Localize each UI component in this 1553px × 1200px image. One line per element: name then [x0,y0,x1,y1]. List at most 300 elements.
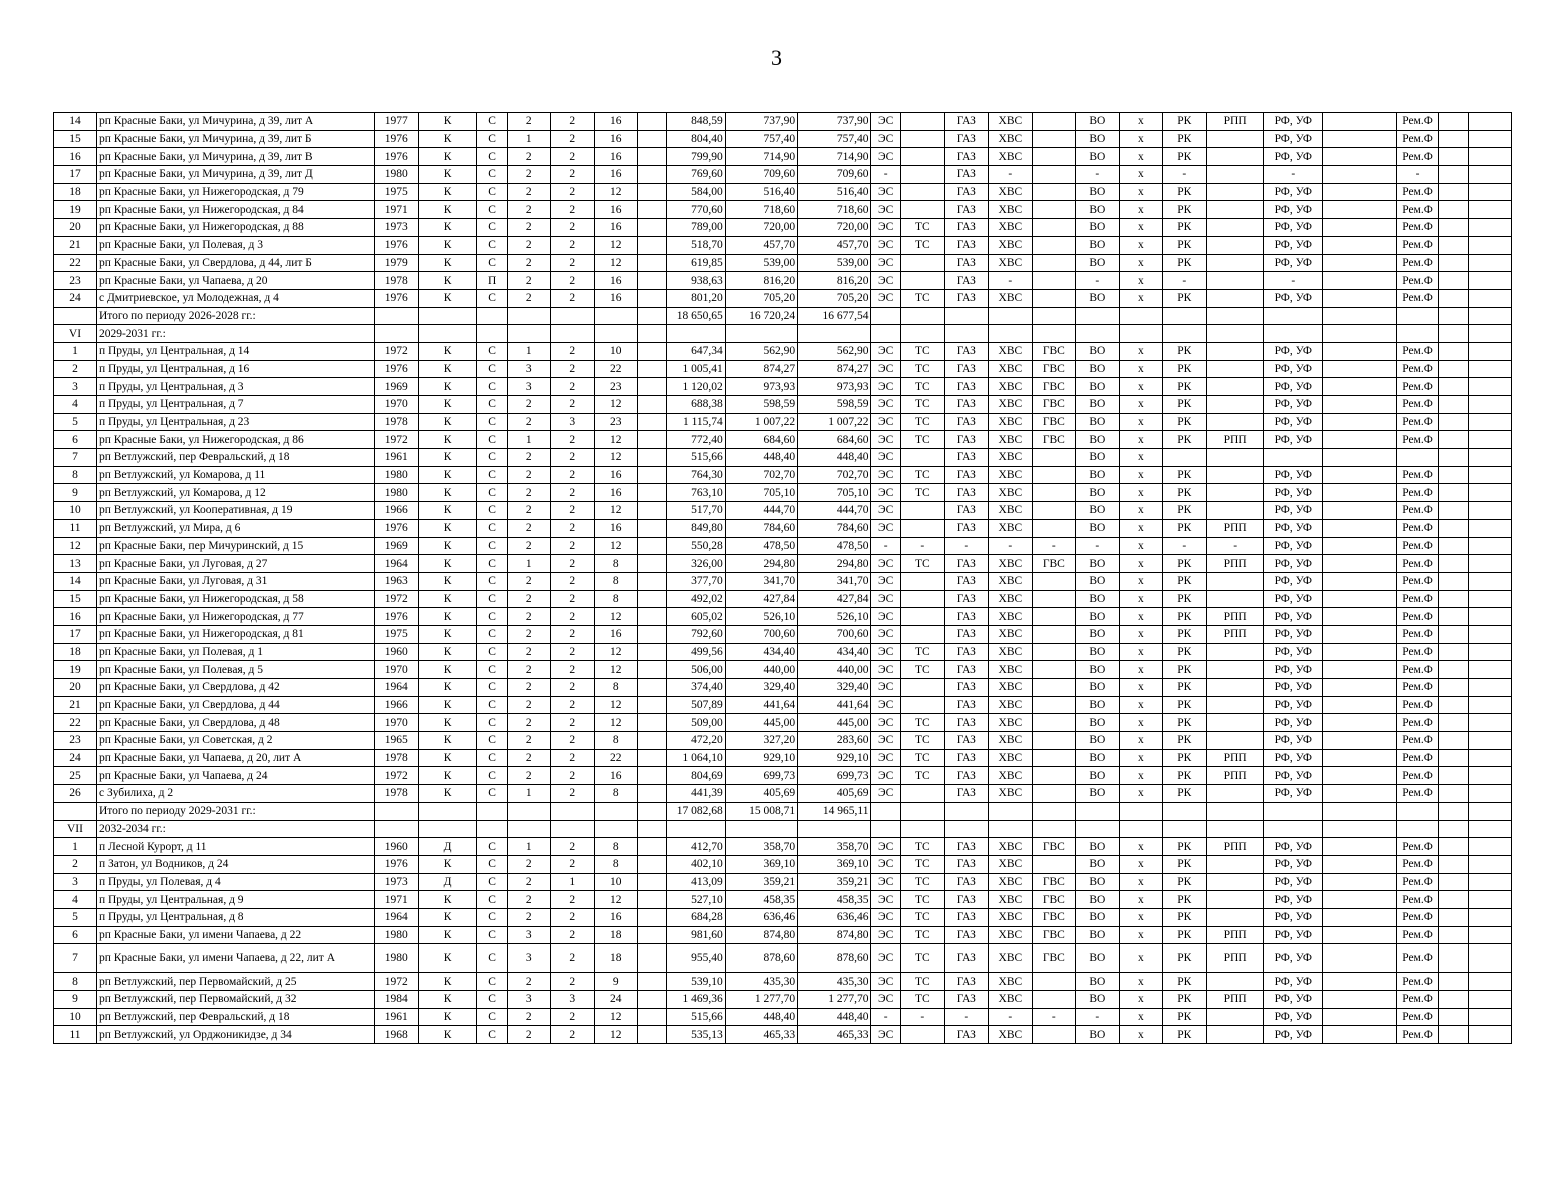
table-cell: рп Красные Баки, ул Чапаева, д 20 [96,272,374,290]
table-cell: - [1396,166,1439,184]
table-cell [1323,714,1396,732]
table-cell: с Зубилиха, д 2 [96,785,374,803]
table-cell: х [1119,519,1162,537]
table-cell [637,431,666,449]
table-cell [637,378,666,396]
table-cell: ХВС [988,855,1032,873]
table-cell: 1980 [374,466,418,484]
table-cell: 527,10 [667,891,726,909]
table-cell [1468,891,1511,909]
table-cell [900,820,944,838]
table-cell: х [1119,608,1162,626]
table-cell: 1 [550,873,594,891]
table-cell: х [1119,254,1162,272]
table-cell [988,820,1032,838]
table-cell: К [418,272,477,290]
table-cell [637,873,666,891]
table-cell: К [418,519,477,537]
table-cell: РК [1162,148,1206,166]
table-row [54,696,1512,714]
table-cell [900,148,944,166]
table-row [54,855,1512,873]
table-cell: С [477,749,507,767]
table-cell: 2 [550,449,594,467]
table-cell: ЭС [871,991,900,1009]
table-cell: х [1119,148,1162,166]
table-cell: - [1264,272,1323,290]
table-cell: Рем.Ф [1396,973,1439,991]
table-row [54,973,1512,991]
table-cell: 1972 [374,767,418,785]
table-cell: Рем.Ф [1396,873,1439,891]
table-cell: 1978 [374,272,418,290]
table-cell: 472,20 [667,732,726,750]
table-cell: РФ, УФ [1264,855,1323,873]
table-cell: ВО [1075,785,1119,803]
table-cell [1323,307,1396,325]
table-cell: РК [1162,908,1206,926]
table-cell: РПП [1206,113,1264,131]
table-cell: 2 [507,643,550,661]
table-cell: Рем.Ф [1396,484,1439,502]
table-cell: - [1264,166,1323,184]
table-row [54,342,1512,360]
table-cell: 2 [507,484,550,502]
table-cell: ГАЗ [944,891,988,909]
table-cell: ГАЗ [944,342,988,360]
table-cell: 1964 [374,908,418,926]
table-cell [418,802,477,820]
table-cell: 19 [54,661,97,679]
table-cell: 792,60 [667,625,726,643]
table-cell: х [1119,661,1162,679]
table-cell: п Лесной Курорт, д 11 [96,838,374,856]
table-row [54,873,1512,891]
table-cell: ТС [900,555,944,573]
table-cell: ГАЗ [944,625,988,643]
table-cell: РК [1162,926,1206,944]
table-cell: ЭС [871,413,900,431]
table-cell [1439,714,1468,732]
table-cell: 981,60 [667,926,726,944]
table-cell: х [1119,908,1162,926]
table-cell: К [418,1008,477,1026]
table-cell [1468,991,1511,1009]
table-cell: х [1119,855,1162,873]
table-cell: 8 [594,732,637,750]
table-cell [637,820,666,838]
table-row [54,396,1512,414]
table-cell [1439,838,1468,856]
table-cell: ГАЗ [944,973,988,991]
table-cell: РФ, УФ [1264,1008,1323,1026]
table-cell: К [418,572,477,590]
table-cell [1323,166,1396,184]
table-cell [1323,944,1396,973]
table-cell [900,254,944,272]
table-cell: ХВС [988,236,1032,254]
table-cell: 434,40 [725,643,797,661]
table-cell: Рем.Ф [1396,555,1439,573]
table-cell: 2 [507,749,550,767]
table-cell: 684,60 [798,431,871,449]
table-cell [1439,820,1468,838]
table-cell: 427,84 [725,590,797,608]
table-cell: ЭС [871,130,900,148]
table-cell: 1969 [374,537,418,555]
table-cell: 24 [54,289,97,307]
table-cell: 2 [550,113,594,131]
table-row [54,130,1512,148]
table-cell [637,661,666,679]
table-cell: 369,10 [725,855,797,873]
table-row [54,378,1512,396]
table-cell [1323,449,1396,467]
table-cell: 1969 [374,378,418,396]
table-cell: ВО [1075,484,1119,502]
table-cell: рп Красные Баки, ул Полевая, д 5 [96,661,374,679]
table-cell [871,820,900,838]
table-cell: ЭС [871,555,900,573]
table-cell: ХВС [988,572,1032,590]
table-cell: ГАЗ [944,608,988,626]
table-cell: 929,10 [725,749,797,767]
table-cell: 1975 [374,183,418,201]
table-cell: - [871,1008,900,1026]
table-cell: К [418,166,477,184]
table-cell: ХВС [988,749,1032,767]
table-cell: х [1119,537,1162,555]
table-cell [1323,873,1396,891]
table-cell: К [418,378,477,396]
table-cell: рп Красные Баки, ул Мичурина, д 39, лит В [96,148,374,166]
table-cell [1468,767,1511,785]
table-cell [1396,449,1439,467]
table-cell: 327,20 [725,732,797,750]
table-cell [1439,236,1468,254]
table-cell [637,342,666,360]
table-cell: п Пруды, ул Центральная, д 3 [96,378,374,396]
table-cell: С [477,572,507,590]
table-cell: 2 [550,838,594,856]
table-cell: - [871,537,900,555]
table-cell: С [477,166,507,184]
table-cell [1264,802,1323,820]
table-cell: РФ, УФ [1264,991,1323,1009]
table-cell: 7 [54,944,97,973]
table-cell: 2 [550,855,594,873]
table-cell: 427,84 [798,590,871,608]
table-cell: С [477,219,507,237]
table-cell: рп Красные Баки, ул Чапаева, д 24 [96,767,374,785]
table-row [54,732,1512,750]
table-cell: Рем.Ф [1396,289,1439,307]
table-cell: ГВС [1032,342,1075,360]
table-cell: 413,09 [667,873,726,891]
table-cell: К [418,360,477,378]
table-cell: ГВС [1032,555,1075,573]
table-cell: ВО [1075,1026,1119,1044]
table-cell: ХВС [988,785,1032,803]
table-cell: РФ, УФ [1264,519,1323,537]
table-cell: 720,00 [725,219,797,237]
table-cell: 2 [550,502,594,520]
table-cell: 2 [507,1008,550,1026]
table-cell: Рем.Ф [1396,396,1439,414]
table-cell: С [477,466,507,484]
table-cell: 2 [507,572,550,590]
table-cell: 1 005,41 [667,360,726,378]
table-cell [1468,785,1511,803]
table-cell [637,1026,666,1044]
table-cell: К [418,148,477,166]
table-cell: 435,30 [725,973,797,991]
table-cell [1439,219,1468,237]
table-cell: 1 [507,342,550,360]
table-cell: ГАЗ [944,519,988,537]
table-cell: ХВС [988,891,1032,909]
table-cell: 5 [54,908,97,926]
table-cell: х [1119,572,1162,590]
table-cell [637,166,666,184]
table-cell: Рем.Ф [1396,148,1439,166]
table-cell: х [1119,625,1162,643]
table-cell [1206,820,1264,838]
table-cell: К [418,991,477,1009]
table-cell: рп Ветлужский, пер Первомайский, д 32 [96,991,374,1009]
table-cell: РК [1162,608,1206,626]
table-cell [637,325,666,343]
table-cell: 550,28 [667,537,726,555]
table-cell [1439,307,1468,325]
table-cell [637,855,666,873]
table-cell: 2 [507,608,550,626]
table-cell [550,307,594,325]
table-cell: ВО [1075,201,1119,219]
table-cell: 1972 [374,973,418,991]
table-cell [1439,891,1468,909]
table-cell [54,307,97,325]
table-cell: РПП [1206,519,1264,537]
table-cell: 15 [54,130,97,148]
table-cell: 1963 [374,572,418,590]
table-cell [550,820,594,838]
table-cell: 12 [594,661,637,679]
table-cell: 938,63 [667,272,726,290]
table-cell [1439,661,1468,679]
table-cell [1468,572,1511,590]
table-cell [1468,926,1511,944]
table-cell [988,325,1032,343]
table-cell: 2 [507,855,550,873]
table-cell: - [1162,272,1206,290]
table-cell: 16 [594,484,637,502]
table-cell: П [477,272,507,290]
table-cell: ХВС [988,342,1032,360]
table-cell: ХВС [988,413,1032,431]
table-cell: Рем.Ф [1396,767,1439,785]
table-cell: РФ, УФ [1264,183,1323,201]
table-cell [1468,449,1511,467]
table-cell: 24 [54,749,97,767]
table-cell [1468,148,1511,166]
table-cell: 1980 [374,484,418,502]
table-cell: 402,10 [667,855,726,873]
table-cell [1264,325,1323,343]
table-cell: 9 [54,484,97,502]
table-cell: 329,40 [798,679,871,697]
table-cell: 3 [54,378,97,396]
table-cell [1468,502,1511,520]
table-cell [1323,396,1396,414]
table-cell [1439,767,1468,785]
table-cell: РПП [1206,991,1264,1009]
table-cell: ЭС [871,502,900,520]
table-cell: РФ, УФ [1264,219,1323,237]
table-cell: ВО [1075,873,1119,891]
table-cell: 457,70 [798,236,871,254]
table-cell [1468,537,1511,555]
table-cell: ТС [900,360,944,378]
table-cell: 878,60 [798,944,871,973]
table-cell: РФ, УФ [1264,289,1323,307]
table-cell [1119,325,1162,343]
table-cell: п Пруды, ул Центральная, д 23 [96,413,374,431]
table-cell [1119,307,1162,325]
table-cell: 789,00 [667,219,726,237]
table-cell: Итого по периоду 2026-2028 гг.: [96,307,374,325]
table-cell: РФ, УФ [1264,342,1323,360]
table-cell: х [1119,502,1162,520]
table-cell: ГВС [1032,396,1075,414]
table-cell [1439,113,1468,131]
table-cell [1468,608,1511,626]
table-cell: ТС [900,749,944,767]
table-cell: 8 [594,679,637,697]
table-cell: Рем.Ф [1396,1026,1439,1044]
table-cell [1323,625,1396,643]
table-cell [1468,802,1511,820]
table-cell: 377,70 [667,572,726,590]
table-cell: ЭС [871,590,900,608]
table-cell [1206,130,1264,148]
table-cell [1439,590,1468,608]
table-cell: 25 [54,767,97,785]
table-cell [1206,413,1264,431]
table-cell: ВО [1075,555,1119,573]
table-cell: 22 [594,749,637,767]
table-cell: 757,40 [725,130,797,148]
table-cell [1468,625,1511,643]
table-cell: 2 [507,166,550,184]
table-cell: Рем.Ф [1396,201,1439,219]
table-cell: 1980 [374,926,418,944]
table-cell: 341,70 [725,572,797,590]
table-cell [1439,289,1468,307]
table-cell [1323,1008,1396,1026]
table-cell: 784,60 [725,519,797,537]
table-cell: РК [1162,1026,1206,1044]
table-cell [374,325,418,343]
table-cell: - [1075,272,1119,290]
table-cell: 448,40 [725,1008,797,1026]
table-cell: 2 [550,643,594,661]
table-cell: - [988,272,1032,290]
table-cell: ГВС [1032,360,1075,378]
table-cell: х [1119,272,1162,290]
table-cell: рп Красные Баки, ул Мичурина, д 39, лит Д [96,166,374,184]
table-cell: ВО [1075,378,1119,396]
table-cell: ХВС [988,449,1032,467]
table-cell [477,802,507,820]
table-cell: К [418,643,477,661]
table-cell [1206,307,1264,325]
table-cell: С [477,236,507,254]
table-cell: РФ, УФ [1264,908,1323,926]
table-cell: 1 [507,130,550,148]
table-cell [637,254,666,272]
table-cell [1396,325,1439,343]
table-cell: 1976 [374,360,418,378]
table-cell [1032,802,1075,820]
table-cell: 1966 [374,502,418,520]
table-cell: 326,00 [667,555,726,573]
table-cell: х [1119,991,1162,1009]
table-cell: ГАЗ [944,714,988,732]
table-cell: Рем.Ф [1396,502,1439,520]
table-cell: ТС [900,431,944,449]
table-cell: РФ, УФ [1264,944,1323,973]
table-cell: ХВС [988,431,1032,449]
table-cell: Рем.Ф [1396,785,1439,803]
table-cell: рп Ветлужский, ул Комарова, д 12 [96,484,374,502]
table-cell: К [418,625,477,643]
table-cell: 2 [550,219,594,237]
table-cell: 874,80 [725,926,797,944]
table-cell [637,767,666,785]
table-cell: ТС [900,484,944,502]
table-cell: 13 [54,555,97,573]
table-cell: 1 [54,838,97,856]
table-cell: К [418,502,477,520]
table-cell: Рем.Ф [1396,183,1439,201]
table-cell [1323,236,1396,254]
table-cell [637,201,666,219]
table-cell: 878,60 [725,944,797,973]
table-cell: 1960 [374,838,418,856]
table-cell: 12 [594,183,637,201]
table-cell: ГВС [1032,873,1075,891]
table-cell [1439,484,1468,502]
table-row [54,714,1512,732]
table-cell: 12 [594,396,637,414]
table-cell: 2 [550,360,594,378]
table-cell [637,785,666,803]
table-cell: 441,64 [798,696,871,714]
table-cell: ВО [1075,466,1119,484]
table-cell: РФ, УФ [1264,148,1323,166]
table-cell: РФ, УФ [1264,1026,1323,1044]
table-cell: 10 [54,1008,97,1026]
table-cell: РК [1162,572,1206,590]
table-cell: 2 [550,625,594,643]
table-cell [637,130,666,148]
table-cell: 478,50 [798,537,871,555]
table-cell: ГАЗ [944,289,988,307]
table-cell: рп Ветлужский, пер Февральский, д 18 [96,1008,374,1026]
table-row [54,749,1512,767]
table-cell: С [477,679,507,697]
